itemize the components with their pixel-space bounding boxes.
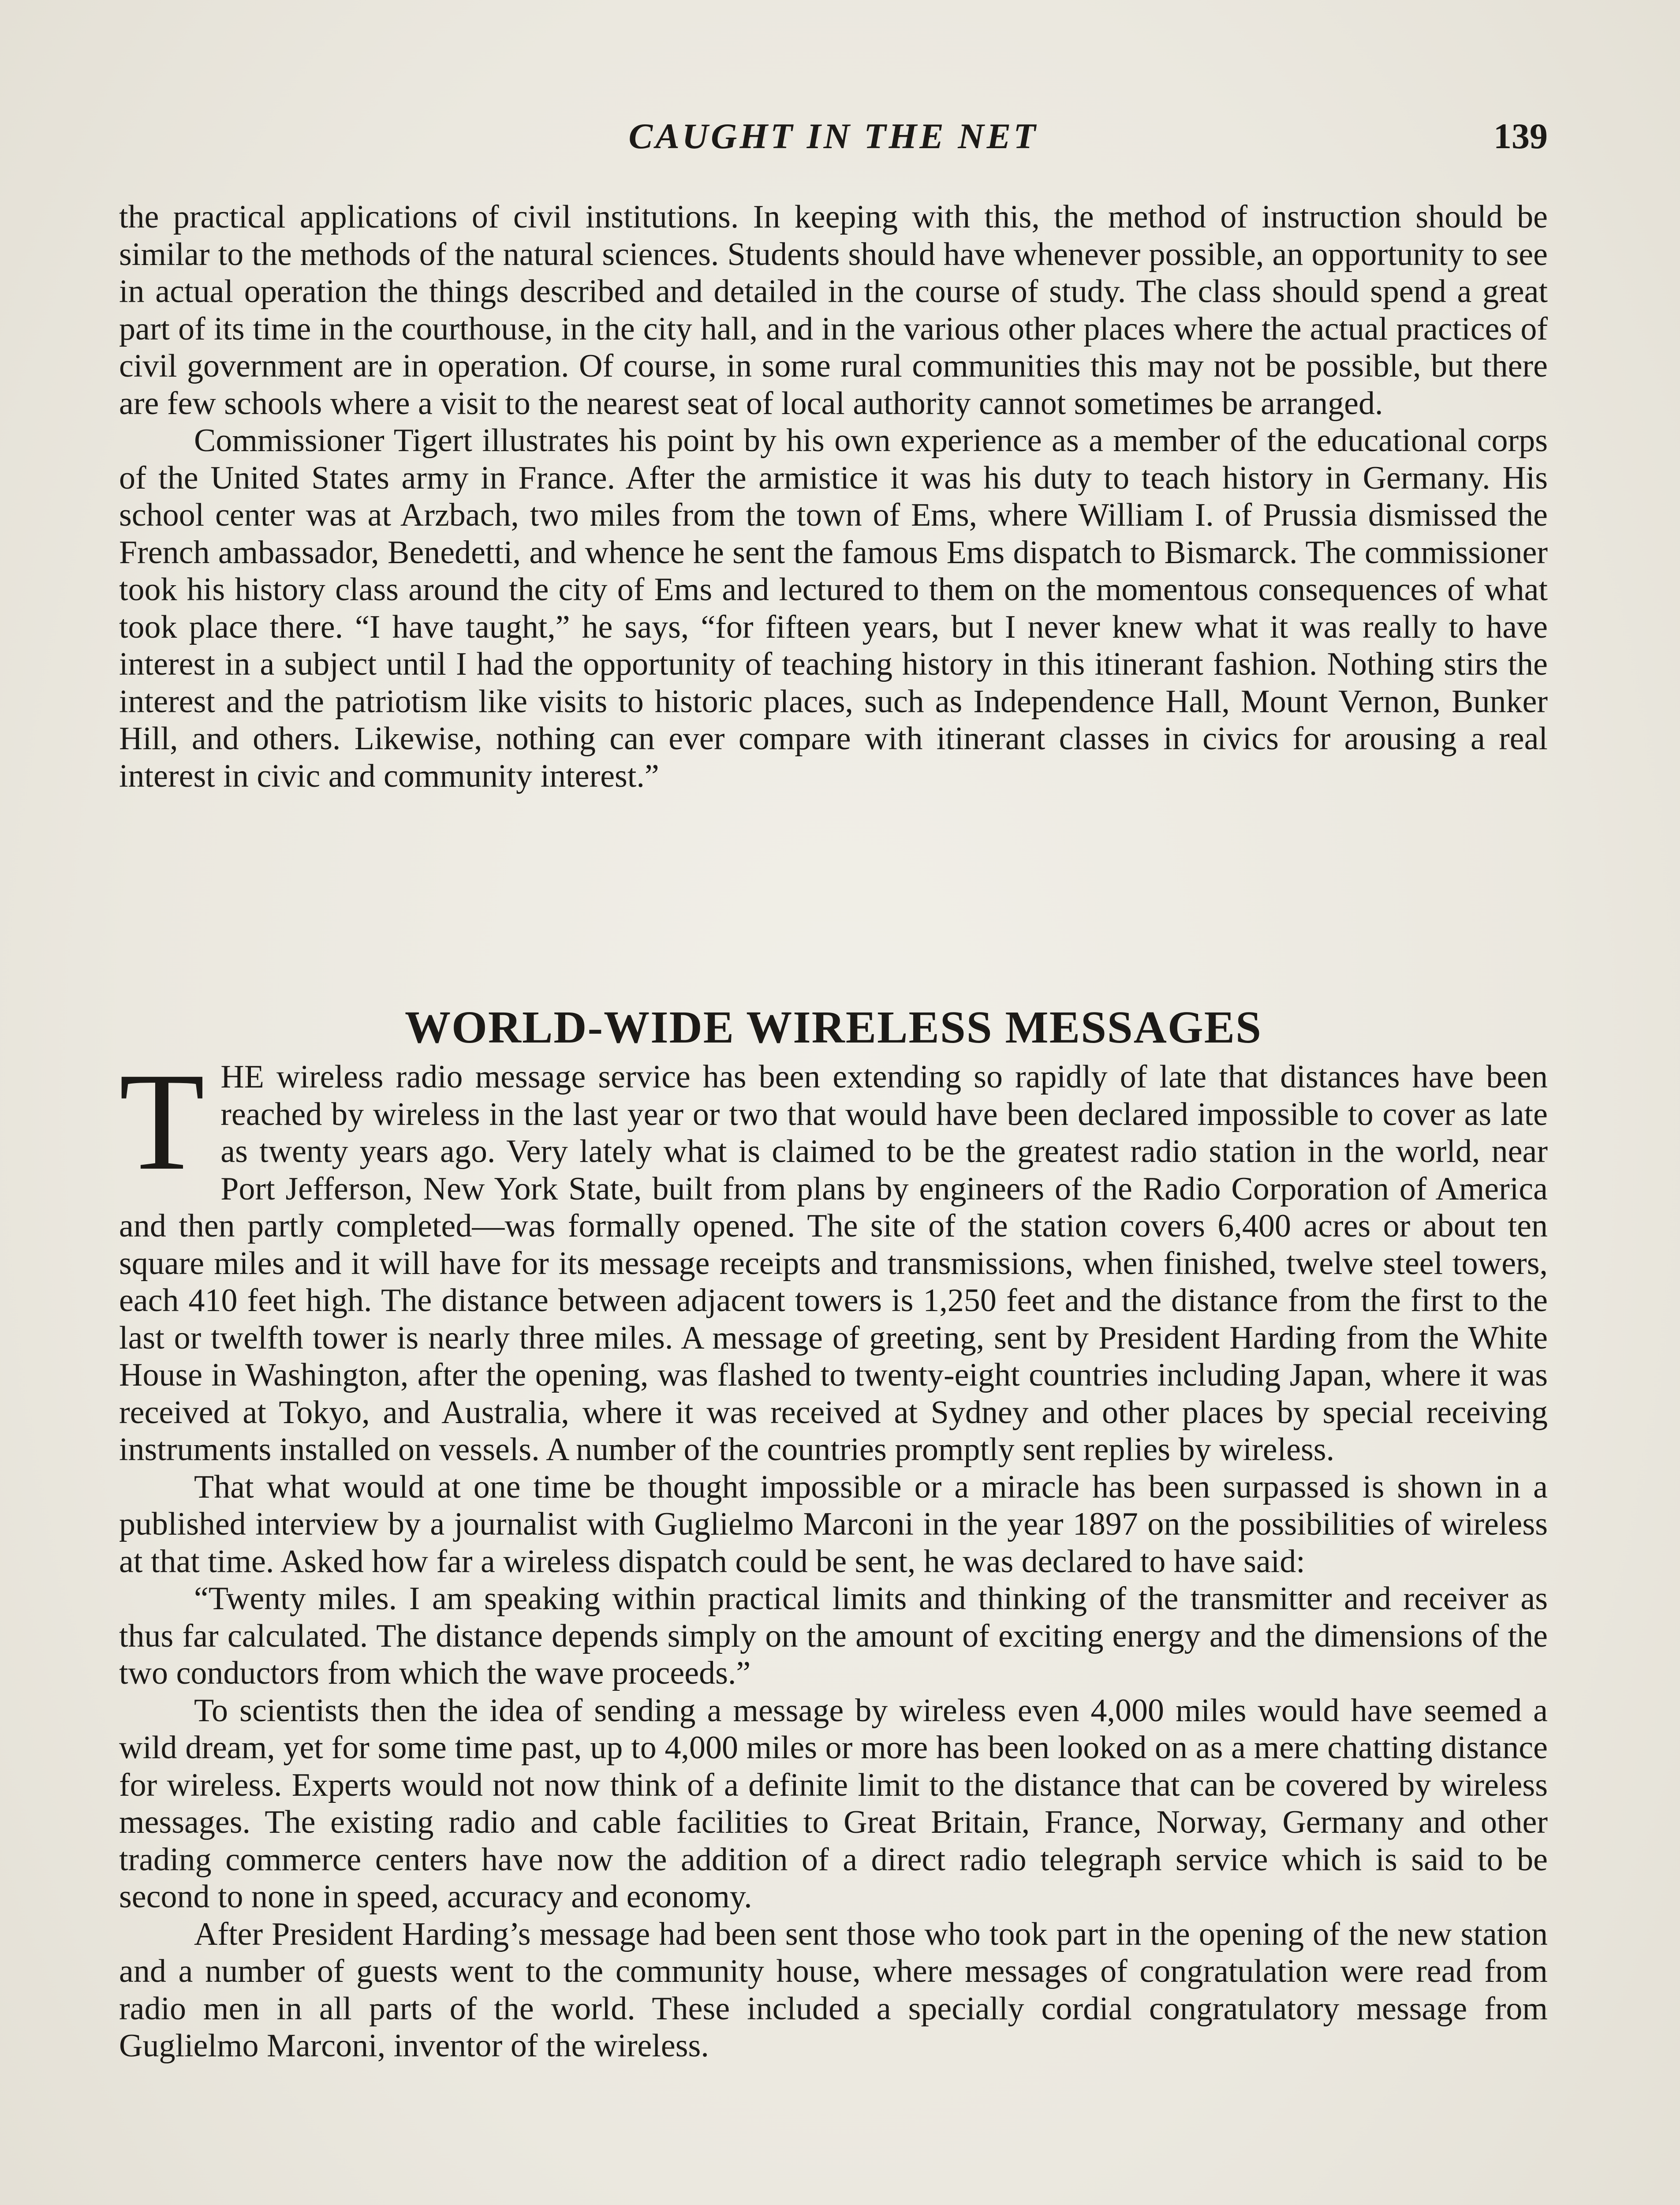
drop-cap: T bbox=[119, 1044, 205, 1199]
article-paragraph-1 bbox=[119, 1044, 1548, 1469]
article-paragraph-2: That what would at one time be thought impossible or a miracle has been surpassed is shown in a published interview by a journalist with Guglielmo Marconi in the year 1897 on the possibilities of wireless at that time. Asked how far a wireless dispatch could be sent, he was declared to have said: bbox=[119, 1469, 1548, 1580]
article-paragraph-3: To scientists then the idea of sending a message by wireless even 4,000 miles would have seemed a wild dream, yet for some time past, up to 4,000 miles or more has been looked on as a mere chatting distance for wireless. Experts would not now think of a definite limit to the distance that can be covered by wireless messages. The existing radio and cable facilities to Great Britain, France, Norway, Germany and other trading commerce centers have now the addition of a direct radio telegraph service which is said to be second to none in speed, accuracy and economy. bbox=[119, 1692, 1548, 1915]
article-paragraph-1-text: HE wireless radio message service has been extending so rapidly of late that distances have been reached by wireless in the last year or two that would have been declared impossible to cover as late as twenty years ago. Very lately what is claimed to be the greatest radio station in the world, near Port Jefferson, New York State, built from plans by engineers of the Radio Corporation of America and then partly completed—was formally opened. The site of the station covers 6,400 acres or about ten square miles and it will have for its message receipts and transmissions, when finished, twelve steel towers, each 410 feet high. The distance between adjacent towers is 1,250 feet and the distance from the first to the last or twelfth tower is nearly three miles. A message of greeting, sent by President Harding from the White House in Washington, after the opening, was flashed to twenty-eight countries including Japan, where it was received at Tokyo, and Australia, where it was received at Sydney and other places by special receiving instruments installed on vessels. A number of the countries promptly sent replies by wireless. bbox=[119, 1059, 1548, 1468]
page-number: 139 bbox=[1493, 116, 1548, 156]
article-headline: WORLD-WIDE WIRELESS MESSAGES bbox=[405, 1002, 1262, 1053]
article-paragraph-4: After President Harding’s message had been sent those who took part in the opening of the new station and a number of guests went to the community house, where messages of congratulation were read from radio men in all parts of the world. These included a specially cordial congratulatory message from Guglielmo Marconi, inventor of the wireless. bbox=[119, 1916, 1548, 2064]
marconi-quote: “Twenty miles. I am speaking within practical limits and thinking of the transmitter and receiver as thus far calculated. The distance depends simply on the amount of exciting energy and the dimensions of the two conductors from which the wave proceeds.” bbox=[119, 1581, 1548, 1691]
article-body bbox=[119, 1044, 1548, 2065]
intro-section bbox=[119, 198, 1548, 795]
intro-paragraph-1: the practical applications of civil institutions. In keeping with this, the method of instruction should be similar to the methods of the natural sciences. Students should have whenever possible, an opportunity to see in actual operation the things described and detailed in the course of study. The class should spend a great part of its time in the courthouse, in the city hall, and in the various other places where the actual practices of civil government are in operation. Of course, in some rural communities this may not be possible, but there are few schools where a visit to the nearest seat of local authority cannot sometimes be arranged. bbox=[119, 199, 1548, 422]
running-head bbox=[119, 116, 1548, 168]
intro-paragraph-2: Commissioner Tigert illustrates his point by his own experience as a member of the educational corps of the United States army in France. After the armistice it was his duty to teach history in Germany. His school center was at Arzbach, two miles from the town of Ems, where William I. of Prussia dismissed the French ambassador, Benedetti, and whence he sent the famous Ems dispatch to Bismarck. The commissioner took his history class around the city of Ems and lectured to them on the momentous consequences of what took place there. “I have taught,” he says, “for fifteen years, but I never knew what it was really to have interest in a subject until I had the opportunity of teaching history in this itinerant fashion. Nothing stirs the interest and the patriotism like visits to historic places, such as Independence Hall, Mount Vernon, Bunker Hill, and others. Likewise, nothing can ever compare with itinerant classes in civics for arousing a real interest in civic and community interest.” bbox=[119, 422, 1548, 794]
running-title: CAUGHT IN THE NET bbox=[628, 116, 1038, 156]
